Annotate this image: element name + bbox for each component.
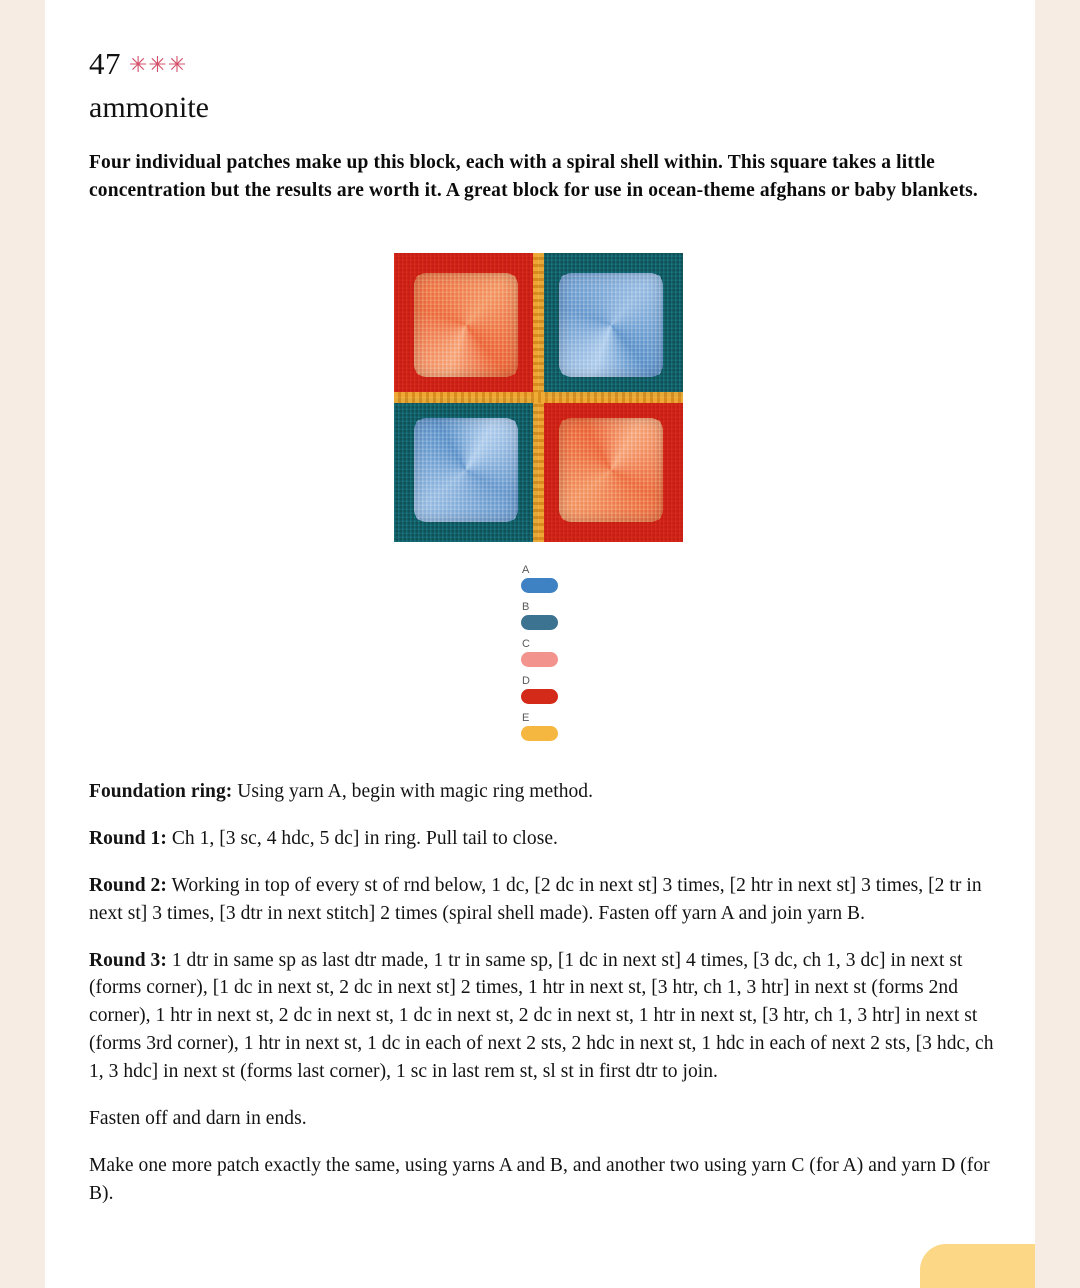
spiral-shell [559, 273, 663, 377]
instruction-fasten-off [89, 1105, 999, 1133]
instruction-text: 1 dtr in same sp as last dtr made, 1 tr in same sp, [1 dc in next st] 4 times, [3 dc, ch 1, 3 dc] in next st (forms corner), [1 dc in next st, 2 dc in next st] 2 times, 1 htr in next st, [3 htr, ch 1, 3 htr] in next st (forms 2nd corner), 1 htr in next st, 2 dc in next st, 1 dc in next st, 2 dc in next st, 1 htr in next st, [3 htr, ch 1, 3 htr] in next st (forms 3rd corner), 1 htr in next st, 1 dc in each of next 2 sts, 2 hdc in next st, 1 hdc in each of next 2 sts, [3 hdc, ch 1, 3 hdc] in next st (forms last corner), 1 sc in last rem st, sl st in first dtr to join. [89, 949, 994, 1082]
legend-label-c: C [522, 638, 530, 650]
instruction-round-1 [89, 825, 999, 853]
instruction-text: Fasten off and darn in ends. [89, 1107, 307, 1129]
swatch-photo-container [394, 253, 683, 542]
pattern-heading [89, 48, 999, 79]
patch-bottom-left [394, 398, 538, 542]
difficulty-rating: ✳✳✳ [129, 53, 188, 78]
legend-swatch-d [521, 689, 558, 704]
legend-label-d: D [522, 675, 530, 687]
pattern-number: 47 [89, 46, 121, 81]
legend-swatch-a [521, 578, 558, 593]
instruction-text: Working in top of every st of rnd below, 1 dc, [2 dc in next st] 3 times, [2 htr in next st] 3 times, [2 tr in next st] 3 times, [3 dtr in next stitch] 2 times (spiral shell made). Fasten off yarn A and join yarn B. [89, 874, 982, 924]
legend-label-a: A [522, 564, 530, 576]
legend-item-e [521, 711, 641, 748]
yarn-legend [521, 563, 641, 748]
patch-join-horizontal [394, 392, 683, 403]
instruction-text: Make one more patch exactly the same, using yarns A and B, and another two using yarn C (for A) and yarn D (for B). [89, 1154, 990, 1204]
instruction-make-more-patches [89, 1152, 999, 1207]
legend-item-c [521, 637, 641, 674]
instruction-lead: Round 2: [89, 874, 167, 896]
patch-top-left [394, 253, 538, 397]
spiral-shell [559, 418, 663, 522]
legend-label-b: B [522, 601, 530, 613]
instructions-list [89, 758, 999, 1224]
legend-item-a [521, 563, 641, 600]
page-content [89, 0, 999, 206]
spiral-shell [414, 273, 518, 377]
page-title: ammonite [89, 91, 209, 124]
legend-swatch-b [521, 615, 558, 630]
instruction-text: Using yarn A, begin with magic ring method. [232, 780, 594, 802]
ammonite-crochet-block [394, 253, 683, 542]
legend-item-b [521, 600, 641, 637]
spiral-shell [414, 418, 518, 522]
instruction-lead: Round 3: [89, 949, 167, 971]
intro-paragraph: Four individual patches make up this block, each with a spiral shell within. This square takes a little concentration but the results are worth it. A great block for use in ocean-theme afghans or baby blankets. [89, 152, 978, 202]
instruction-lead: Foundation ring: [89, 780, 233, 802]
bottom-decorative-tab [920, 1244, 1035, 1288]
legend-swatch-e [521, 726, 558, 741]
instruction-foundation-ring [89, 778, 999, 806]
legend-label-e: E [522, 712, 530, 724]
instruction-round-2 [89, 872, 999, 927]
instruction-text: Ch 1, [3 sc, 4 hdc, 5 dc] in ring. Pull tail to close. [166, 827, 558, 849]
instruction-round-3 [89, 947, 999, 1085]
legend-item-d [521, 674, 641, 711]
patch-bottom-right [539, 398, 683, 542]
legend-swatch-c [521, 652, 558, 667]
page-sheet [45, 0, 1035, 1288]
patch-top-right [539, 253, 683, 397]
instruction-lead: Round 1: [89, 827, 167, 849]
